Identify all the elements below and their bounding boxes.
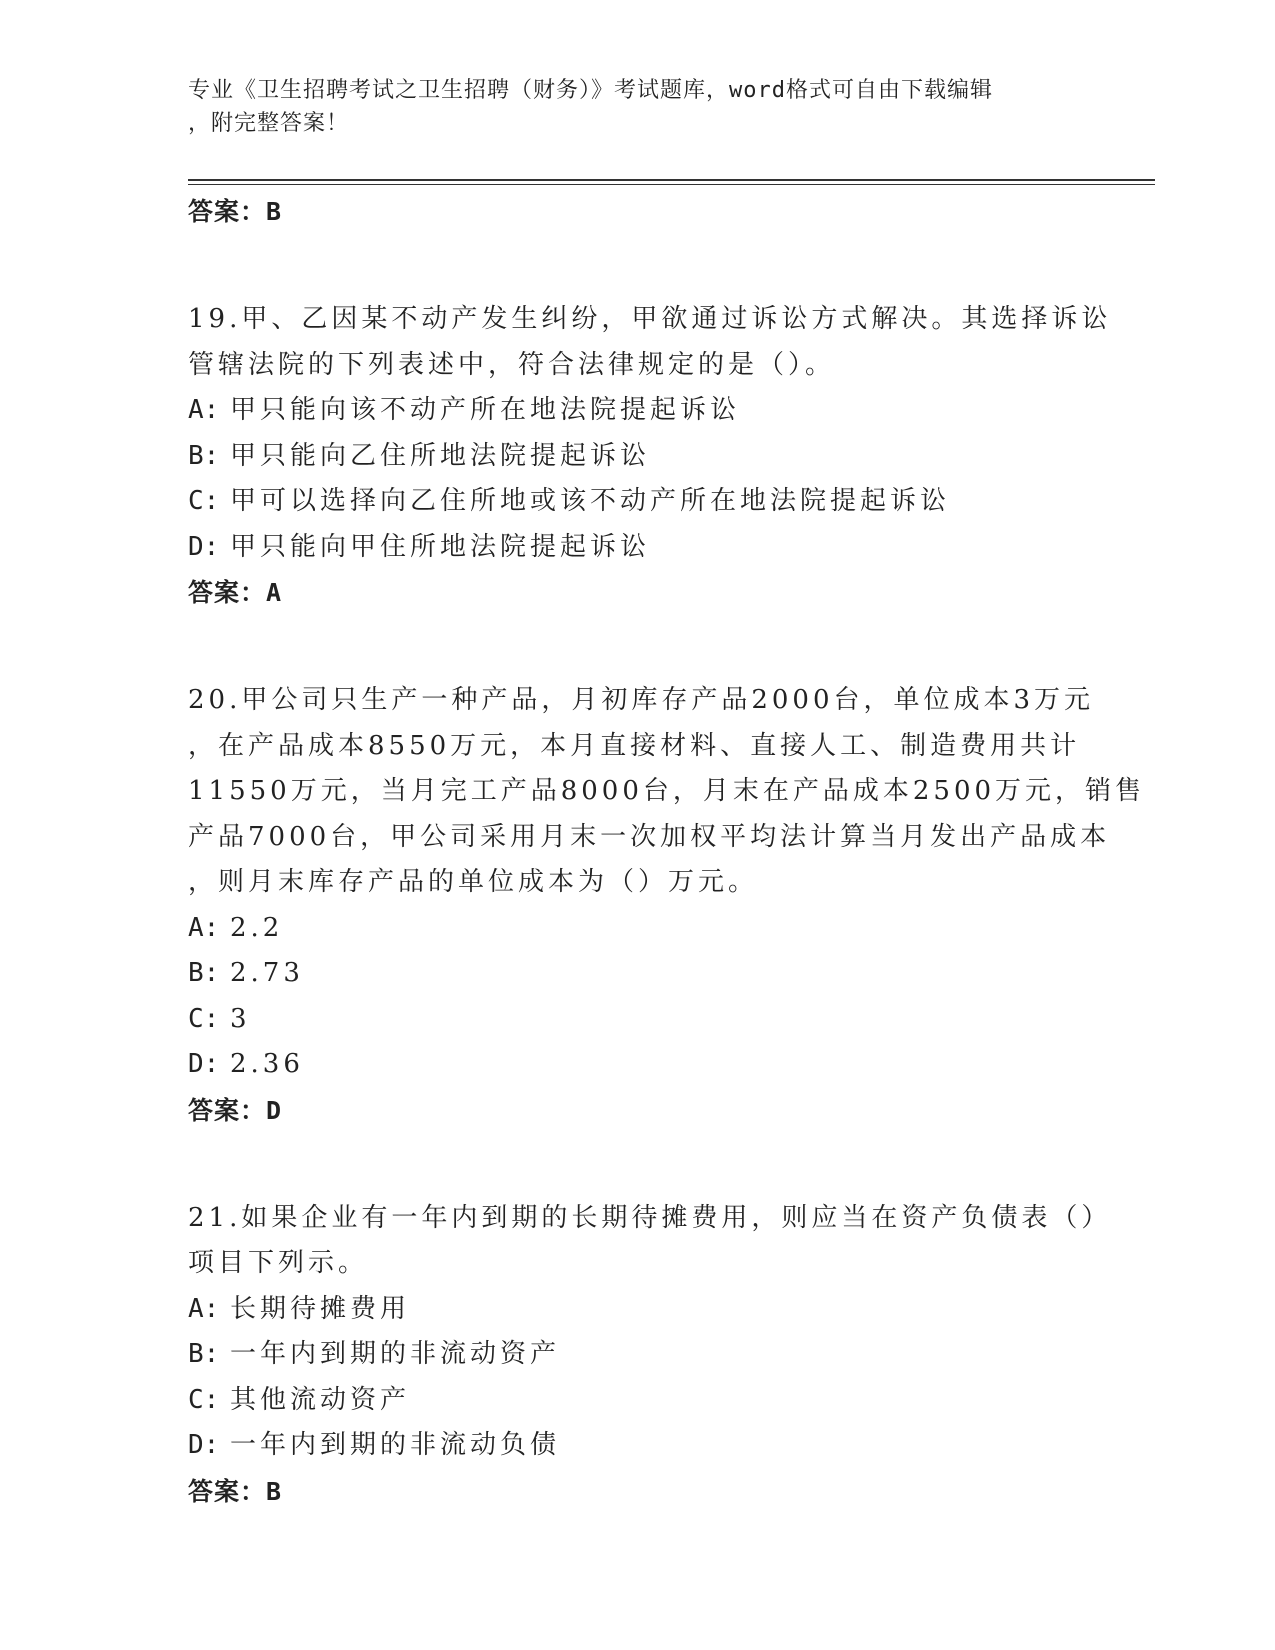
answer-value: D [266,1095,283,1125]
option-text: 甲只能向甲住所地法院提起诉讼 [230,531,651,562]
option-b [188,434,1088,480]
option-d [188,1423,1088,1469]
option-text: 2.73 [230,958,304,988]
option-letter: A: [188,395,220,425]
header-line-2: ，附完整答案！ [188,111,350,136]
option-text: 一年内到期的非流动负债 [230,1430,561,1460]
option-a [188,906,1088,952]
answer-label: 答案： [188,1476,267,1506]
option-letter: D: [188,1049,220,1079]
option-c [188,479,1088,525]
question-stem [188,297,1112,388]
option-letter: C: [188,1384,220,1415]
option-text: 一年内到期的非流动资产 [230,1339,561,1369]
option-letter: C: [188,1003,220,1034]
option-a [188,388,1088,434]
option-letter: C: [188,486,220,516]
question-list [188,189,1146,1514]
header-line-1: 专业《卫生招聘考试之卫生招聘（财务）》考试题库，word格式可自由下载编辑 [188,78,993,103]
answer-label: 答案： [188,578,267,607]
answer [188,1088,1088,1133]
option-text: 长期待摊费用 [230,1293,411,1324]
stem-line: 项目下列示。 [188,1248,369,1278]
option-d [188,1042,1088,1088]
option-letter: D: [188,1430,220,1460]
question-stem [188,1196,1112,1287]
answer-value: B [266,197,283,226]
answer [188,570,1088,615]
stem-line: 19.甲、乙因某不动产发生纠纷，甲欲通过诉讼方式解决。其选择诉讼 [188,304,1112,334]
option-text: 3 [230,1003,251,1034]
option-letter: D: [188,531,220,562]
answer-label: 答案： [188,197,267,226]
stem-line: ，在产品成本8550万元，本月直接材料、直接人工、制造费用共计 [188,730,1081,761]
stem-line: 11550万元，当月完工产品8000台，月末在产品成本2500万元，销售 [188,776,1146,806]
answer [188,1469,1088,1514]
option-letter: A: [188,912,220,943]
option-b [188,1332,1088,1378]
option-text: 2.2 [230,912,284,943]
answer-value: B [266,1476,283,1506]
option-letter: B: [188,958,220,988]
option-b [188,951,1088,997]
stem-line: 20.甲公司只生产一种产品，月初库存产品2000台，单位成本3万元 [188,685,1095,715]
option-letter: B: [188,1339,220,1369]
answer-label: 答案： [188,1095,267,1125]
question-stem [188,678,1146,906]
stem-line: ，则月末库存产品的单位成本为（）万元。 [188,867,759,897]
option-letter: B: [188,440,220,471]
header-divider-thick [188,179,1155,181]
option-c [188,1378,1088,1424]
previous-answer [188,189,1088,234]
option-text: 甲只能向该不动产所在地法院提起诉讼 [230,395,741,425]
option-text: 其他流动资产 [230,1384,411,1415]
option-a [188,1287,1088,1333]
answer-value: A [266,578,283,607]
question-20 [188,678,1146,1133]
document-header [188,74,1088,140]
stem-line: 产品7000台，甲公司采用月末一次加权平均法计算当月发出产品成本 [188,821,1111,852]
option-d [188,525,1088,571]
stem-line: 21.如果企业有一年内到期的长期待摊费用，则应当在资产负债表（） [188,1202,1112,1233]
option-text: 甲可以选择向乙住所地或该不动产所在地法院提起诉讼 [230,486,951,516]
question-21 [188,1196,1112,1514]
option-c [188,997,1088,1043]
stem-line: 管辖法院的下列表述中，符合法律规定的是（）。 [188,349,836,380]
question-19 [188,297,1112,615]
header-divider-thin [188,184,1155,185]
option-letter: A: [188,1293,220,1324]
option-text: 2.36 [230,1049,304,1079]
option-text: 甲只能向乙住所地法院提起诉讼 [230,440,651,471]
